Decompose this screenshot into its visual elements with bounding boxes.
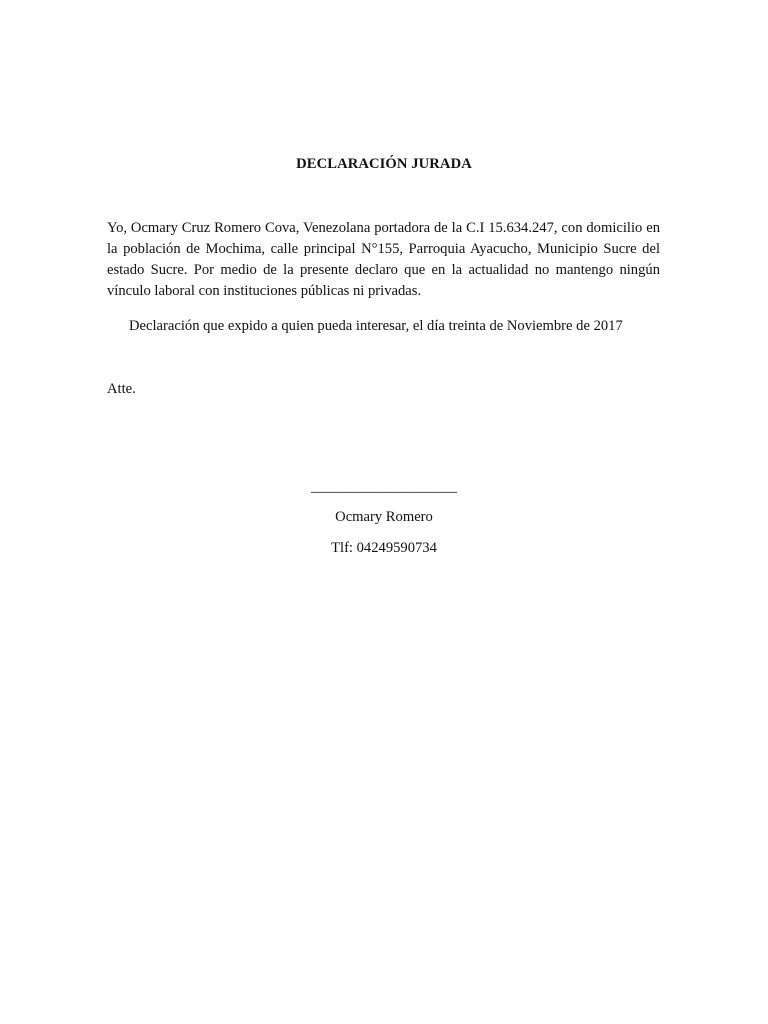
declaration-statement: Declaración que expido a quien pueda interesar, el día treinta de Noviembre de 2017: [129, 318, 623, 334]
signer-name: Ocmary Romero: [335, 509, 433, 525]
document-title: DECLARACIÓN JURADA: [296, 156, 472, 172]
signer-phone: Tlf: 04249590734: [331, 540, 437, 556]
signature-line: ____________________: [311, 479, 457, 495]
closing-salutation: Atte.: [107, 381, 136, 397]
declaration-body: Yo, Ocmary Cruz Romero Cova, Venezolana portadora de la C.I 15.634.247, con domicilio en la población de Mochima, calle principal N°155, Parroquia Ayacucho, Municipio Sucre del estado Sucre. Por medio de la presente declaro que en la actualidad no mantengo ningún vínculo laboral con instituciones públicas ni privadas.: [107, 220, 660, 299]
